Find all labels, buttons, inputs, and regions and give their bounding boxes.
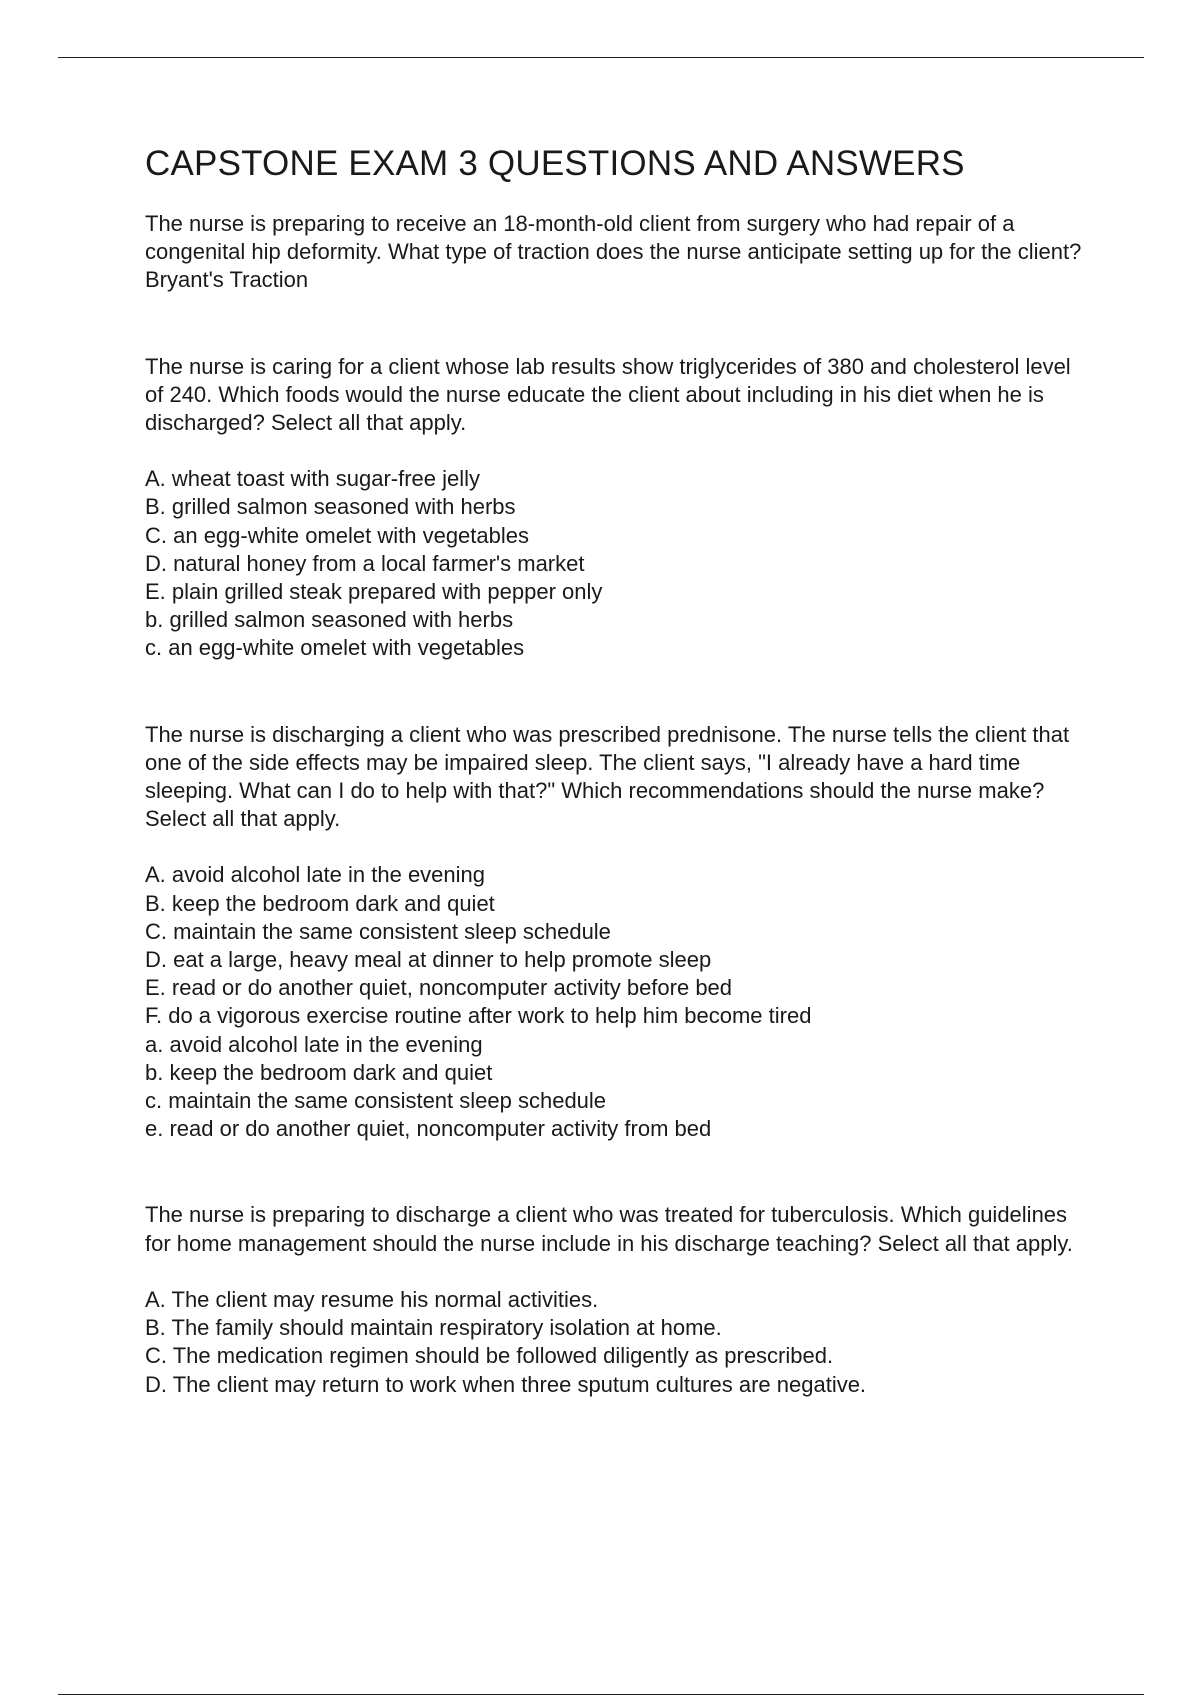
option-item: C. maintain the same consistent sleep schedule <box>145 918 611 944</box>
option-item: D. natural honey from a local farmer's market <box>145 550 585 576</box>
answer-item: b. grilled salmon seasoned with herbs <box>145 607 514 633</box>
question-text: The nurse is caring for a client whose lab results show triglycerides of 380 and cholesterol level of 240. Which foods would the nurse educate the client about including in his diet when he is discharged? Select all that apply. <box>145 353 1071 436</box>
answer-item: c. maintain the same consistent sleep schedule <box>145 1088 607 1114</box>
option-item: B. The family should maintain respiratory isolation at home. <box>145 1315 722 1341</box>
option-item: A. wheat toast with sugar-free jelly <box>145 466 481 492</box>
question-text: The nurse is discharging a client who was prescribed prednisone. The nurse tells the client that one of the side effects may be impaired sleep. The client says, "I already have a hard time sleeping. What can I do to help with that?" Which recommendations should the nurse make? Select all that apply. <box>145 721 1070 832</box>
document-body <box>145 140 1095 1399</box>
option-list <box>145 1286 1095 1399</box>
option-item: D. The client may return to work when three sputum cultures are negative. <box>145 1371 867 1397</box>
bottom-divider <box>58 1694 1144 1695</box>
option-item: E. read or do another quiet, noncomputer activity before bed <box>145 975 733 1001</box>
option-list <box>145 861 1095 1143</box>
question-text: The nurse is preparing to receive an 18-month-old client from surgery who had repair of a congenital hip deformity. What type of traction does the nurse anticipate setting up for the client? <box>145 211 1082 265</box>
question-block-2 <box>145 353 1095 663</box>
question-text: The nurse is preparing to discharge a client who was treated for tuberculosis. Which guidelines for home management should the nurse include in his discharge teaching? Select all that apply. <box>145 1202 1073 1256</box>
option-item: F. do a vigorous exercise routine after work to help him become tired <box>145 1003 812 1029</box>
option-list <box>145 465 1095 662</box>
option-item: A. The client may resume his normal activities. <box>145 1286 599 1312</box>
option-item: B. keep the bedroom dark and quiet <box>145 890 495 916</box>
question-block-3 <box>145 721 1095 1144</box>
option-item: A. avoid alcohol late in the evening <box>145 862 486 888</box>
option-item: C. The medication regimen should be followed diligently as prescribed. <box>145 1343 834 1369</box>
answer-item: b. keep the bedroom dark and quiet <box>145 1059 493 1085</box>
question-block-1 <box>145 210 1095 295</box>
question-block-4 <box>145 1201 1095 1398</box>
top-divider <box>58 57 1144 58</box>
option-item: B. grilled salmon seasoned with herbs <box>145 494 516 520</box>
answer-text: Bryant's Traction <box>145 267 309 293</box>
answer-item: c. an egg-white omelet with vegetables <box>145 635 525 661</box>
document-title: CAPSTONE EXAM 3 QUESTIONS AND ANSWERS <box>145 144 965 183</box>
answer-item: e. read or do another quiet, noncomputer activity from bed <box>145 1116 712 1142</box>
option-item: C. an egg-white omelet with vegetables <box>145 522 529 548</box>
option-item: D. eat a large, heavy meal at dinner to help promote sleep <box>145 947 712 973</box>
answer-item: a. avoid alcohol late in the evening <box>145 1031 483 1057</box>
option-item: E. plain grilled steak prepared with pepper only <box>145 579 603 605</box>
